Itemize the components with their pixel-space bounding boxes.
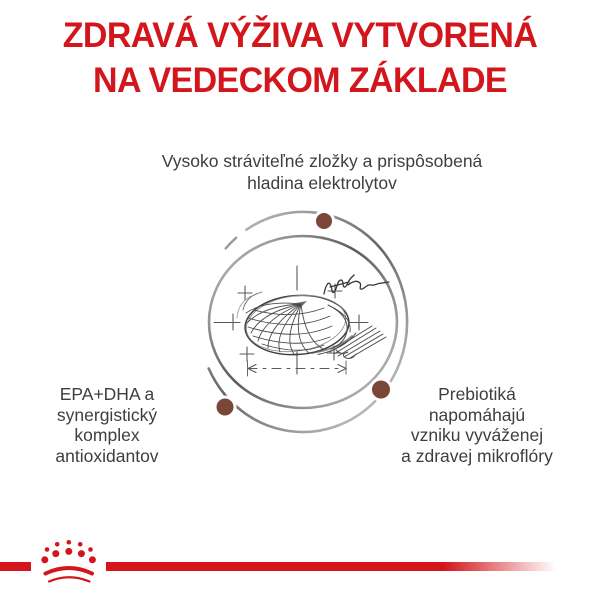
feature-right-line-2: napomáhajú [428, 404, 526, 425]
feature-top-line-1: Vysoko stráviteľné zložky a prispôsobená [161, 151, 483, 171]
orbit-dot-right [371, 379, 392, 400]
feature-left-line-3: komplex [74, 425, 140, 445]
footer-red-line-right [106, 562, 556, 571]
feature-right-line-4: a zdravej mikroflóry [401, 445, 553, 466]
headline-line-2: NA VEDECKOM ZÁKLADE [93, 61, 507, 100]
footer-red-line-left [0, 562, 31, 571]
headline-line-1: ZDRAVÁ VÝŽIVA VYTVORENÁ [62, 16, 538, 55]
feature-right-line-1: Prebiotiká [438, 384, 516, 404]
orbit-dot-left [215, 397, 235, 417]
orbit-outer-arc-dash [226, 238, 237, 249]
feature-left-line-4: antioxidantov [55, 445, 159, 466]
feature-top-line-2: hladina elektrolytov [247, 172, 397, 193]
feature-left-line-1: EPA+DHA a [59, 384, 155, 404]
orbit-dot-top [315, 212, 334, 231]
royal-canin-crown-icon [36, 536, 102, 590]
feature-left-line-2: synergistický [56, 404, 158, 425]
feature-right-line-3: vzniku vyváženej [410, 425, 544, 445]
